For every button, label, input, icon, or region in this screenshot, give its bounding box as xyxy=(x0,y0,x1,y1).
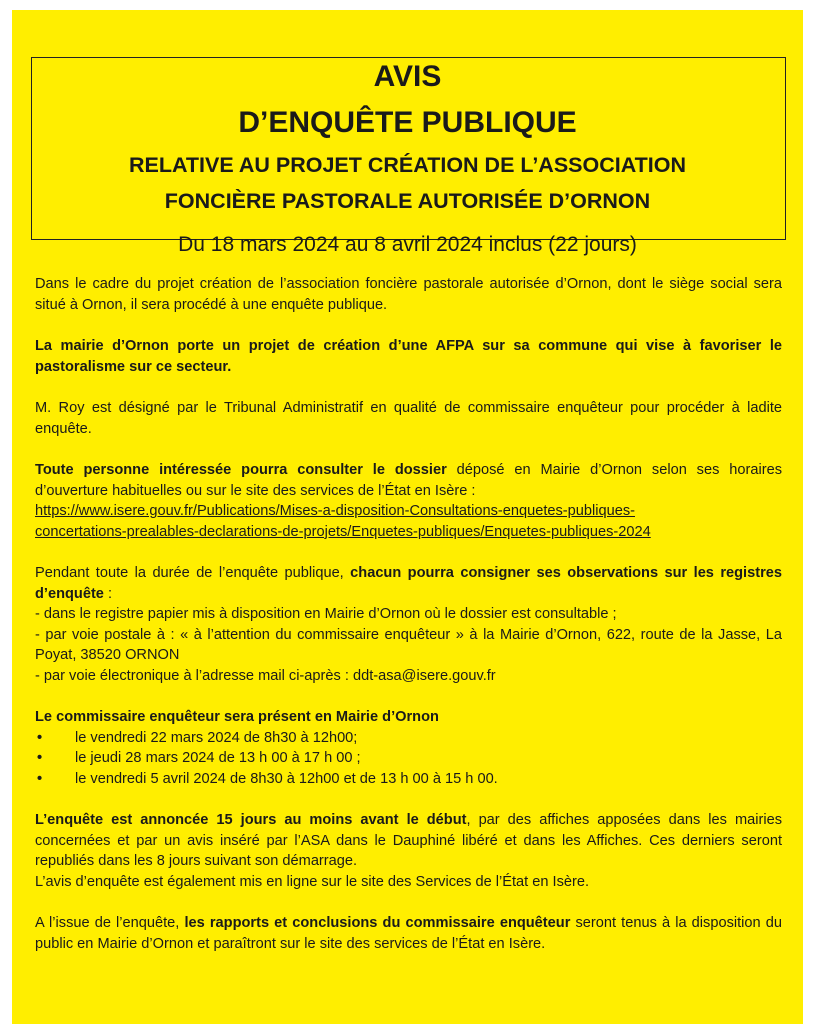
bullet-icon: • xyxy=(37,750,43,766)
observation-method-1: - dans le registre papier mis à disposition en Mairie d’Ornon où le dossier est consultable ; xyxy=(35,606,617,622)
bullet-icon: • xyxy=(37,770,43,787)
presence-heading xyxy=(35,707,782,728)
schedule-item xyxy=(35,769,782,790)
schedule-item xyxy=(35,748,782,769)
conclusion-bold: les rapports et conclusions du commissaire enquêteur xyxy=(184,915,571,931)
title-avis: AVIS xyxy=(373,60,442,93)
consult-url-line-1[interactable]: https://www.isere.gouv.fr/Publications/Mises-a-disposition-Consultations-enquetes-publiques- xyxy=(35,503,635,519)
observations-tail: : xyxy=(103,585,113,602)
observation-method-3: - par voie électronique à l’adresse mail ci-après : ddt-asa@isere.gouv.fr xyxy=(35,667,496,684)
conclusion-tail: seront tenus à la disposition du public en Mairie d’Ornon et paraîtront sur le site des services de l’État en Isère. xyxy=(35,915,782,952)
schedule-item xyxy=(35,728,782,749)
schedule-item-text: le vendredi 22 mars 2024 de 8h30 à 12h00; xyxy=(75,729,358,746)
observations-bold: chacun pourra consigner ses observations sur les registres d’enquête xyxy=(35,565,782,602)
subtitle-line-1: RELATIVE AU PROJET CRÉATION DE L’ASSOCIATION xyxy=(128,153,687,177)
notice-sheet xyxy=(12,10,803,1024)
commissioner-paragraph: M. Roy est désigné par le Tribunal Administratif en qualité de commissaire enquêteur pour procéder à ladite enquête. xyxy=(35,400,782,437)
schedule-item-text: le vendredi 5 avril 2024 de 8h30 à 12h00 et de 13 h 00 à 15 h 00. xyxy=(75,770,498,787)
observation-method-2: - par voie postale à : « à l’attention du commissaire enquêteur » à la Mairie d’Ornon, 622, route de la Jasse, La Poyat, 38520 ORNON xyxy=(35,626,782,663)
consult-url-line-2[interactable]: concertations-prealables-declarations-de-projets/Enquetes-publiques/Enquetes-publiques-2024 xyxy=(35,523,651,540)
project-paragraph xyxy=(35,336,782,377)
observations-text: Pendant toute la durée de l’enquête publique, xyxy=(35,565,351,581)
announcement-text: , par des affiches apposées dans les mairies concernées et par un avis inséré par l’ASA dans le Dauphiné libéré et dans les Affiches. Ces derniers seront republiés dans les 8 jours suivant son démarrage. xyxy=(35,812,782,869)
consult-paragraph xyxy=(35,460,782,542)
presence-schedule xyxy=(35,728,782,790)
announcement-paragraph xyxy=(35,810,782,892)
title-enquete-publique: D’ENQUÊTE PUBLIQUE xyxy=(238,106,577,139)
inquiry-dates: Du 18 mars 2024 au 8 avril 2024 inclus (22 jours) xyxy=(178,233,637,256)
announcement-bold: L’enquête est annoncée 15 jours au moins avant le début xyxy=(35,812,467,828)
bullet-icon: • xyxy=(37,729,43,746)
schedule-item-text: le jeudi 28 mars 2024 de 13 h 00 à 17 h 00 ; xyxy=(75,750,361,766)
consult-text: déposé en Mairie d’Ornon selon ses horaires d’ouverture habituelles ou sur le site des services de l’État en Isère : xyxy=(35,462,782,499)
intro-paragraph: Dans le cadre du projet création de l’association foncière pastorale autorisée d’Ornon, dont le siège social sera situé à Ornon, il sera procédé à une enquête publique. xyxy=(35,276,782,313)
announcement-online: L’avis d’enquête est également mis en ligne sur le site des Services de l’État en Isère. xyxy=(35,873,590,890)
presence-heading-text: Le commissaire enquêteur sera présent en Mairie d’Ornon xyxy=(35,709,439,725)
subtitle-line-2: FONCIÈRE PASTORALE AUTORISÉE D’ORNON xyxy=(164,189,651,213)
notice-body xyxy=(35,274,782,954)
conclusion-paragraph xyxy=(35,913,782,954)
observations-paragraph xyxy=(35,563,782,604)
project-text: La mairie d’Ornon porte un projet de création d’une AFPA sur sa commune qui vise à favoriser le pastoralisme sur ce secteur. xyxy=(35,338,782,375)
consult-bold: Toute personne intéressée pourra consulter le dossier xyxy=(35,462,447,478)
conclusion-text: A l’issue de l’enquête, xyxy=(35,915,185,931)
